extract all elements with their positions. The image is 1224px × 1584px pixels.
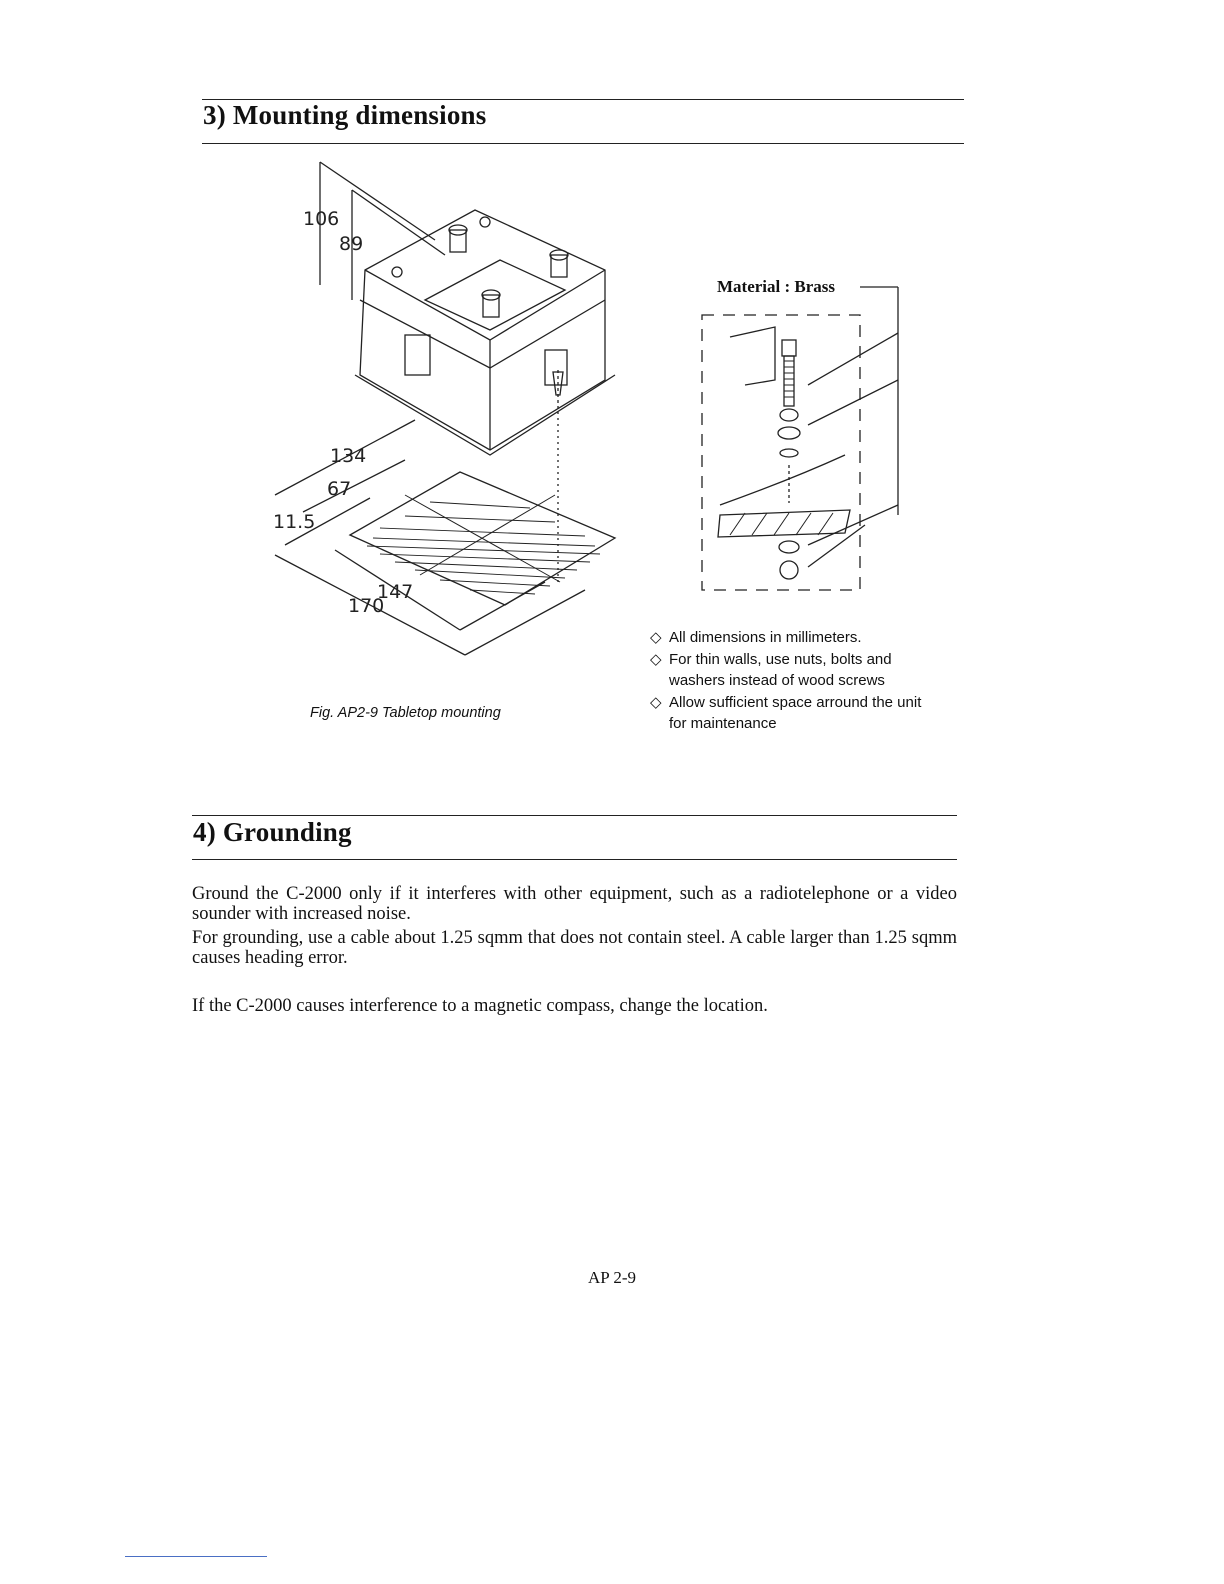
dim-label-134: 134: [330, 445, 367, 467]
washer-top: [780, 409, 798, 421]
hex-nut: [780, 561, 798, 579]
note-item: ◇ All dimensions in millimeters.: [650, 627, 940, 649]
dim-label-67: 67: [327, 478, 352, 500]
grounding-paragraph-3: If the C-2000 causes interference to a magnetic compass, change the location.: [192, 996, 768, 1016]
section4-bottom-rule: [192, 859, 957, 860]
dim-label-106: 106: [303, 208, 340, 230]
grounding-paragraph-2: For grounding, use a cable about 1.25 sqmm that does not contain steel. A cable larger than 1.25 sqmm causes heading error.: [192, 928, 957, 968]
lock-washer: [779, 541, 799, 553]
note-item: ◇ For thin walls, use nuts, bolts and washers instead of wood screws: [650, 650, 892, 689]
mounting-surface: [720, 455, 845, 505]
tabletop-mounting-figure: [255, 150, 635, 665]
grounding-paragraph-1: Ground the C-2000 only if it interferes with other equipment, such as a radiotelephone or a video sounder with increased noise.: [192, 884, 957, 924]
material-label: Material : Brass: [717, 277, 836, 296]
terminal-2: [550, 250, 568, 277]
terminal-3: [482, 290, 500, 317]
unit-top-edge: [365, 270, 605, 340]
bolt-head: [782, 340, 796, 356]
bolt-shank: [784, 356, 794, 406]
dim-label-147: 147: [377, 581, 414, 603]
diamond-bullet-icon: ◇: [650, 629, 662, 646]
diamond-bullet-icon: ◇: [650, 693, 662, 711]
figure-caption: Fig. AP2-9 Tabletop mounting: [310, 705, 501, 721]
dim-label-170: 170: [348, 595, 385, 617]
dim-line-67: [303, 460, 405, 512]
unit-body-outline: [360, 210, 605, 450]
dim-label-89: 89: [339, 233, 364, 255]
section4-top-rule: [192, 815, 957, 816]
note-item: ◇ Allow sufficient space arround the unit for maintenance: [650, 693, 922, 732]
diamond-bullet-icon: ◇: [650, 650, 662, 668]
page-number: AP 2-9: [587, 1268, 636, 1287]
brass-fastener-detail: [690, 275, 910, 605]
washer-flat: [778, 427, 800, 439]
section3-heading: 3) Mounting dimensions: [203, 100, 487, 130]
dim-label-11-5: 11.5: [273, 511, 316, 533]
section4-heading: 4) Grounding: [193, 817, 352, 847]
section3-bottom-rule: [202, 143, 964, 144]
detail-frame: [702, 315, 860, 590]
terminal-1: [449, 225, 467, 252]
notes-list: [650, 627, 940, 735]
footer-rule: [125, 1556, 267, 1557]
